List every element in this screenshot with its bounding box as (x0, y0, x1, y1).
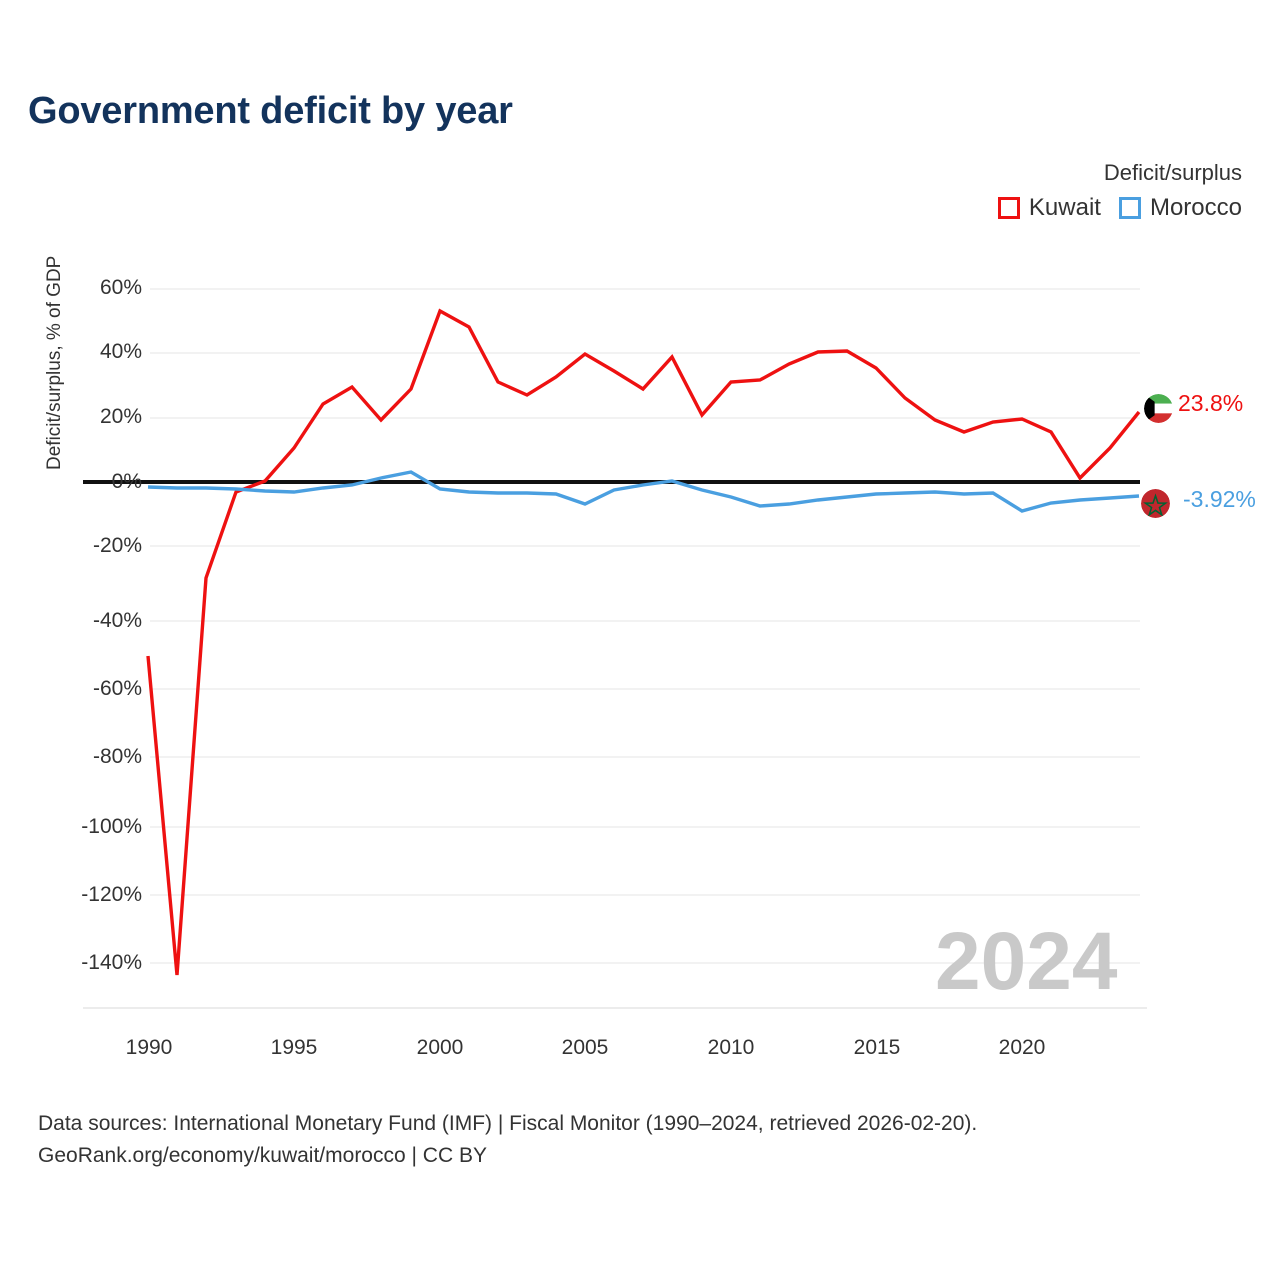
x-tick-2000: 2000 (416, 1036, 464, 1059)
x-tick-2020: 2020 (998, 1036, 1046, 1059)
y-tick-neg140: -140% (81, 951, 142, 974)
y-tick-neg40: -40% (92, 609, 142, 632)
y-axis-title: Deficit/surplus, % of GDP (44, 255, 65, 470)
x-tick-1995: 1995 (270, 1036, 318, 1059)
x-tick-2010: 2010 (707, 1036, 755, 1059)
series-line-morocco (148, 472, 1139, 511)
page-title: Government deficit by year (28, 90, 513, 132)
x-tick-2005: 2005 (561, 1036, 609, 1059)
end-label-kuwait: 23.8% (1178, 390, 1244, 416)
y-tick-neg100: -100% (81, 815, 142, 838)
series-line-kuwait (148, 311, 1139, 975)
legend-title: Deficit/surplus (1103, 160, 1242, 185)
y-tick-60: 60% (99, 276, 142, 299)
footer-attribution: GeoRank.org/economy/kuwait/morocco | CC BY (38, 1143, 487, 1167)
y-tick-20: 20% (99, 405, 142, 428)
y-tick-neg80: -80% (92, 745, 142, 768)
y-tick-neg60: -60% (92, 677, 142, 700)
y-tick-0: 0% (111, 470, 142, 493)
end-label-morocco: -3.92% (1183, 486, 1256, 512)
x-tick-2015: 2015 (853, 1036, 901, 1059)
gridlines (150, 289, 1140, 963)
flag-icon-kuwait (1144, 394, 1173, 423)
legend-label-morocco: Morocco (1149, 194, 1242, 221)
legend-label-kuwait: Kuwait (1028, 194, 1101, 221)
x-tick-1990: 1990 (125, 1036, 173, 1059)
footer-sources: Data sources: International Monetary Fund (IMF) | Fiscal Monitor (1990–2024, retrieved 2026-02-20). (38, 1112, 978, 1135)
y-tick-neg120: -120% (81, 883, 142, 906)
watermark-year: 2024 (935, 916, 1118, 1007)
flag-icon-morocco (1141, 489, 1170, 518)
footer (38, 1108, 977, 1172)
y-tick-40: 40% (99, 340, 142, 363)
y-tick-neg20: -20% (92, 534, 142, 557)
